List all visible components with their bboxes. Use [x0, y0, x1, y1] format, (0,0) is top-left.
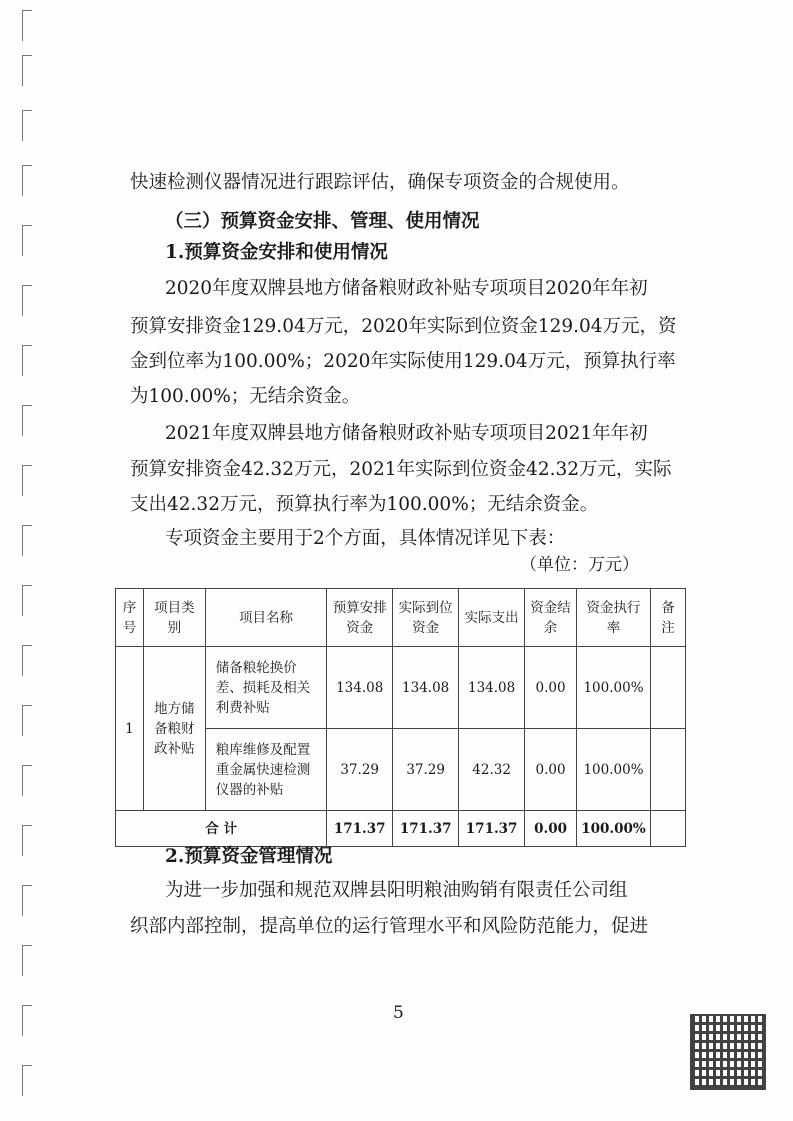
total-budget: 171.37 — [327, 811, 393, 847]
binding-mark — [22, 165, 32, 196]
cell-actual-spend: 134.08 — [459, 647, 525, 729]
binding-mark — [22, 10, 32, 41]
cell-remarks — [651, 729, 686, 811]
paragraph-line: 支出42.32万元，预算执行率为100.00%；无结余资金。 — [130, 494, 599, 515]
header-exec-rate: 资金执行率 — [577, 589, 651, 647]
cell-category: 地方储备粮财政补贴 — [143, 647, 205, 811]
binding-mark — [22, 585, 32, 616]
total-label: 合 计 — [116, 811, 327, 847]
binding-mark — [22, 525, 32, 556]
paragraph-line: 织部内部控制，提高单位的运行管理水平和风险防范能力，促进 — [130, 916, 649, 937]
qr-code-icon — [690, 1014, 766, 1090]
subsection-heading: 1.预算资金安排和使用情况 — [165, 242, 388, 263]
binding-mark — [22, 345, 32, 376]
binding-mark — [22, 405, 32, 436]
header-actual-funds: 实际到位资金 — [393, 589, 459, 647]
cell-balance: 0.00 — [525, 729, 577, 811]
cell-budget: 37.29 — [327, 729, 393, 811]
page-number: 5 — [393, 1003, 404, 1023]
binding-mark — [22, 765, 32, 796]
cell-seq: 1 — [116, 647, 144, 811]
unit-label: （单位：万元） — [520, 555, 639, 575]
cell-remarks — [651, 647, 686, 729]
cell-name: 粮库维修及配置重金属快速检测仪器的补贴 — [205, 729, 327, 811]
section-heading: （三）预算资金安排、管理、使用情况 — [165, 211, 480, 232]
binding-mark — [22, 945, 32, 976]
total-actual-funds: 171.37 — [393, 811, 459, 847]
cell-actual-funds: 37.29 — [393, 729, 459, 811]
paragraph-line: 为进一步加强和规范双牌县阳明粮油购销有限责任公司组 — [165, 880, 628, 901]
binding-mark — [22, 825, 32, 856]
binding-mark — [22, 465, 32, 496]
paragraph-line: 快速检测仪器情况进行跟踪评估，确保专项资金的合规使用。 — [130, 172, 630, 193]
total-actual-spend: 171.37 — [459, 811, 525, 847]
binding-mark — [22, 1065, 32, 1096]
budget-table — [115, 588, 686, 847]
header-balance: 资金结余 — [525, 589, 577, 647]
binding-mark — [22, 1005, 32, 1036]
header-category: 项目类别 — [143, 589, 205, 647]
paragraph-line: 2020年度双牌县地方储备粮财政补贴专项项目2020年年初 — [165, 278, 648, 299]
binding-mark — [22, 705, 32, 736]
binding-mark — [22, 110, 32, 141]
cell-budget: 134.08 — [327, 647, 393, 729]
binding-mark — [22, 225, 32, 256]
header-name: 项目名称 — [205, 589, 327, 647]
cell-actual-spend: 42.32 — [459, 729, 525, 811]
header-seq: 序号 — [116, 589, 144, 647]
binding-marks — [22, 0, 36, 1121]
paragraph-line: 预算安排资金42.32万元，2021年实际到位资金42.32万元，实际 — [130, 459, 672, 480]
paragraph-line: 预算安排资金129.04万元，2020年实际到位资金129.04万元，资 — [130, 316, 677, 337]
binding-mark — [22, 645, 32, 676]
binding-mark — [22, 285, 32, 316]
binding-mark — [22, 55, 32, 86]
paragraph-line: 2021年度双牌县地方储备粮财政补贴专项项目2021年年初 — [165, 423, 648, 444]
total-balance: 0.00 — [525, 811, 577, 847]
header-actual-spend: 实际支出 — [459, 589, 525, 647]
table-header-row — [116, 589, 686, 647]
total-exec-rate: 100.00% — [577, 811, 651, 847]
cell-actual-funds: 134.08 — [393, 647, 459, 729]
paragraph-line: 专项资金主要用于2个方面，具体情况详见下表： — [165, 528, 566, 549]
paragraph-line: 金到位率为100.00%；2020年实际使用129.04万元，预算执行率 — [130, 351, 676, 372]
header-budget: 预算安排资金 — [327, 589, 393, 647]
table-row — [116, 647, 686, 729]
cell-name: 储备粮轮换价差、损耗及相关利费补贴 — [205, 647, 327, 729]
subsection-heading: 2.预算资金管理情况 — [165, 846, 333, 867]
cell-exec-rate: 100.00% — [577, 647, 651, 729]
binding-mark — [22, 885, 32, 916]
cell-balance: 0.00 — [525, 647, 577, 729]
header-remarks: 备注 — [651, 589, 686, 647]
cell-exec-rate: 100.00% — [577, 729, 651, 811]
paragraph-line: 为100.00%；无结余资金。 — [130, 386, 361, 407]
